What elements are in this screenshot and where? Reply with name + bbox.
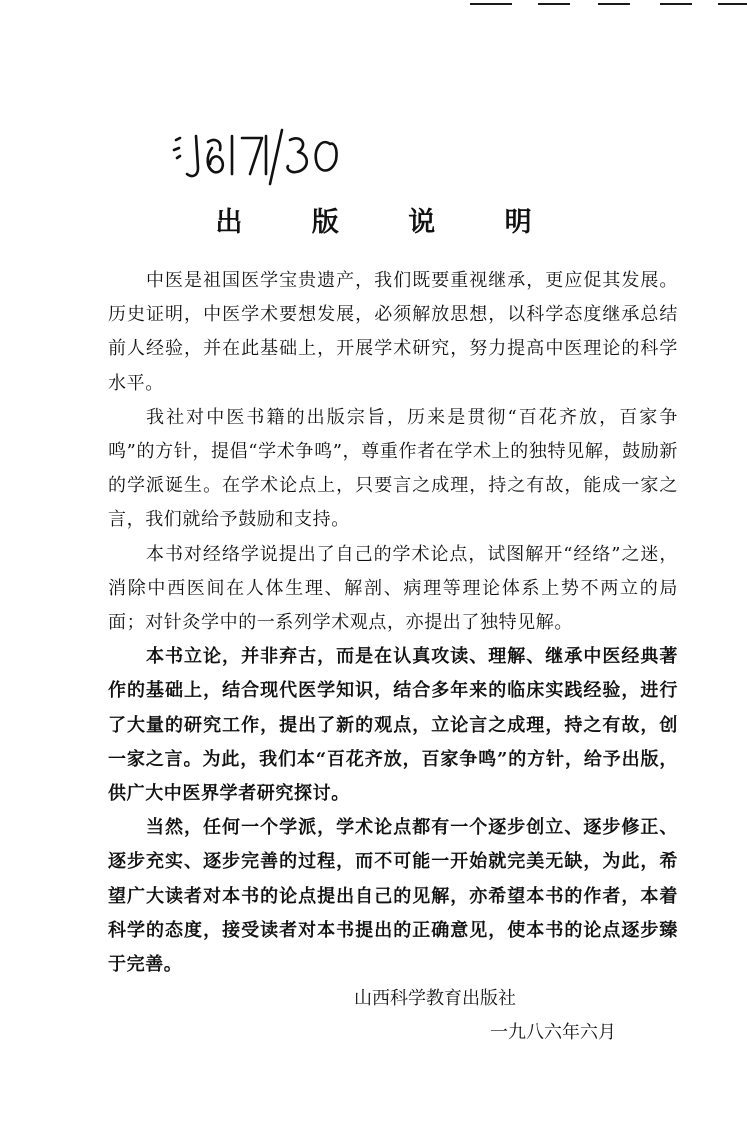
publication-date: 一九八六年六月 [490, 1022, 616, 1044]
handwritten-call-number [170, 128, 370, 188]
border-rule [470, 3, 512, 5]
paragraph: 当然，任何一个学派，学术论点都有一个逐步创立、逐步修正、逐步充实、逐步完善的过程，而不可能一开始就完美无缺，为此，希望广大读者对本书的论点提出自己的见解，亦希望本书的作者，本着科学的态度，接受读者对本书提出的正确意见，使本书的论点逐步臻于完善。 [108, 817, 678, 976]
border-rule [598, 3, 630, 5]
border-rule [718, 3, 747, 5]
paragraph: 我社对中医书籍的出版宗旨，历来是贯彻“百花齐放，百家争鸣”的方针，提倡“学术争鸣”，尊重作者在学术上的独特见解，鼓励新的学派诞生。在学术论点上，只要言之成理，持之有故，能成一家之言，我们就给予鼓励和支持。 [108, 406, 678, 531]
border-rule [660, 3, 692, 5]
handwritten-call-number-drawing [170, 128, 370, 188]
page-title: 出 版 说 明 [215, 207, 562, 238]
paragraph: 中医是祖国医学宝贵遗产，我们既要重视继承，更应促其发展。历史证明，中医学术要想发展，必须解放思想，以科学态度继承总结前人经验，并在此基础上，开展学术研究，努力提高中医理论的科学水平。 [108, 270, 678, 394]
document-body [108, 264, 678, 1050]
top-border-rules [0, 0, 747, 10]
publisher-signature: 山西科学教育出版社 [354, 988, 516, 1010]
border-rule [538, 3, 570, 5]
paragraph: 本书立论，并非弃古，而是在认真攻读、理解、继承中医经典著作的基础上，结合现代医学知识，结合多年来的临床实践经验，进行了大量的研究工作，提出了新的观点，立论言之成理，持之有故，创一家之言。为此，我们本“百花齐放，百家争鸣”的方针，给予出版，供广大中医界学者研究探讨。 [108, 646, 678, 805]
paragraph: 本书对经络学说提出了自己的学术论点，试图解开“经络”之迷，消除中西医间在人体生理、解剖、病理等理论体系上势不两立的局面；对针灸学中的一系列学术观点，亦提出了独特见解。 [108, 543, 678, 634]
